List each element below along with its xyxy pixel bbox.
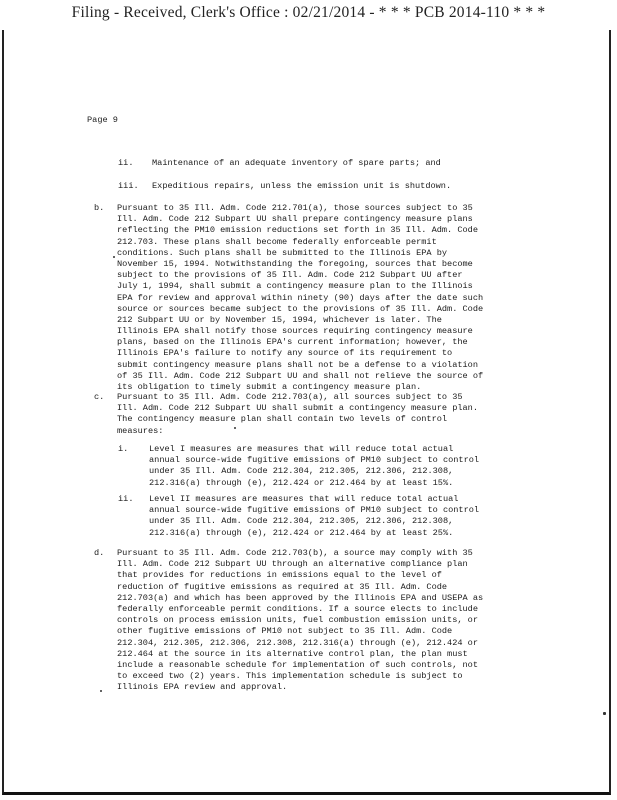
paragraph-line: reduction of fugitive emissions as required at 35 Ill. Adm. Code <box>117 581 448 592</box>
item-text: Expeditious repairs, unless the emission unit is shutdown. <box>152 181 452 191</box>
page-label: Page 9 <box>87 115 118 125</box>
paragraph-line: to exceed two (2) years. This implementation schedule is subject to <box>117 671 463 682</box>
paragraph-line: July 1, 1994, shall submit a contingency measure plan to the Illinois <box>117 281 473 292</box>
paragraph-line: 212.464 at the source in its alternative control plan, the plan must <box>117 648 468 659</box>
scan-speck <box>234 427 236 429</box>
sub-item-i <box>149 444 479 489</box>
paragraph-line: Illinois EPA's failure to notify any source of its requirement to <box>117 348 453 359</box>
paragraph-line: Ill. Adm. Code 212 Subpart UU shall prepare contingency measure plans <box>117 214 473 225</box>
paragraph-line: of 35 Ill. Adm. Code 212 Subpart UU and shall not relieve the source of <box>117 370 484 381</box>
paragraph-line: source or sources became subject to the provisions of 35 Ill. Adm. Code <box>117 303 484 314</box>
paragraph-line: include a reasonable schedule for implementation of such controls, not <box>117 659 478 670</box>
paragraph-line: Illinois EPA shall notify those sources requiring contingency measure <box>117 326 473 337</box>
paragraph-line: Illinois EPA review and approval. <box>117 682 288 693</box>
sub-item-line: 212.316(a) through (e), 212.424 or 212.464 by at least 25%. <box>149 527 454 538</box>
paragraph-line: Pursuant to 35 Ill. Adm. Code 212.703(b), a source may comply with 35 <box>117 548 473 558</box>
paragraph-b-marker: b. <box>94 203 105 213</box>
scan-speck <box>113 256 115 258</box>
paragraph-line: measures: <box>117 425 164 436</box>
paragraph-line: subject to the provisions of 35 Ill. Adm. Code 212 Subpart UU after <box>117 270 463 281</box>
sub-item-line: annual source-wide fugitive emissions of PM10 subject to control <box>149 455 480 466</box>
filing-stamp: Filing - Received, Clerk's Office : 02/21/2014 - * * * PCB 2014-110 * * * <box>71 4 546 21</box>
paragraph-line: federally enforceable permit conditions. If a source elects to include <box>117 603 478 614</box>
paragraph-line: Pursuant to 35 Ill. Adm. Code 212.701(a), those sources subject to 35 <box>117 203 473 213</box>
paragraph-line: The contingency measure plan shall contain two levels of control <box>117 414 448 425</box>
paragraph-line: its obligation to timely submit a contingency measure plan. <box>117 382 422 392</box>
paragraph-line: conditions. Such plans shall be submitted to the Illinois EPA by <box>117 247 448 258</box>
scan-speck <box>603 712 606 715</box>
sub-item-line: Level II measures are measures that will reduce total actual <box>149 494 459 504</box>
sub-item-line: 212.316(a) through (e), 212.424 or 212.464 by at least 15%. <box>149 477 454 488</box>
paragraph-line: submit contingency measure plans shall not be a defense to a violation <box>117 359 478 370</box>
paragraph-line: 212.703. These plans shall become federally enforceable permit <box>117 236 437 247</box>
paragraph-d-marker: d. <box>94 548 105 558</box>
item-text: Maintenance of an adequate inventory of spare parts; and <box>152 158 441 168</box>
sub-item-line: Level I measures are measures that will reduce total actual <box>149 444 454 454</box>
paragraph-line: Ill. Adm. Code 212 Subpart UU through an alternative compliance plan <box>117 559 468 570</box>
item-marker: iii. <box>118 181 139 191</box>
paragraph-c <box>117 392 478 437</box>
paragraph-c-marker: c. <box>94 392 105 402</box>
item-marker: ii. <box>118 158 134 168</box>
paragraph-line: Pursuant to 35 Ill. Adm. Code 212.703(a), all sources subject to 35 <box>117 392 463 402</box>
paragraph-line: that provides for reductions in emissions equal to the level of <box>117 570 442 581</box>
paragraph-line: 212.703(a) and which has been approved by the Illinois EPA and USEPA as <box>117 592 484 603</box>
paragraph-line: 212 Subpart UU or by November 15, 1994, whichever is later. The <box>117 314 442 325</box>
sub-item-i-marker: i. <box>118 444 129 454</box>
paragraph-line: November 15, 1994. Notwithstanding the foregoing, sources that become <box>117 258 473 269</box>
sub-item-line: under 35 Ill. Adm. Code 212.304, 212.305, 212.306, 212.308, <box>149 516 454 527</box>
paragraph-b <box>117 203 483 393</box>
paragraph-line: 212.304, 212.305, 212.306, 212.308, 212.316(a) through (e), 212.424 or <box>117 637 478 648</box>
paragraph-line: Ill. Adm. Code 212 Subpart UU shall submit a contingency measure plan. <box>117 403 478 414</box>
sub-item-line: annual source-wide fugitive emissions of PM10 subject to control <box>149 505 480 516</box>
sub-item-ii-marker: ii. <box>118 494 134 504</box>
paragraph-line: plans, based on the Illinois EPA's current information; however, the <box>117 337 468 348</box>
paragraph-d <box>117 548 483 693</box>
paragraph-line: EPA for review and approval within ninety (90) days after the date such <box>117 292 484 303</box>
scan-speck <box>100 690 102 692</box>
paragraph-line: controls on process emission units, fuel combustion emission units, or <box>117 615 478 626</box>
paragraph-line: other fugitive emissions of PM10 not subject to 35 Ill. Adm. Code <box>117 626 453 637</box>
sub-item-line: under 35 Ill. Adm. Code 212.304, 212.305, 212.306, 212.308, <box>149 466 454 477</box>
paragraph-line: reflecting the PM10 emission reductions set forth in 35 Ill. Adm. Code <box>117 225 478 236</box>
sub-item-ii <box>149 494 479 539</box>
